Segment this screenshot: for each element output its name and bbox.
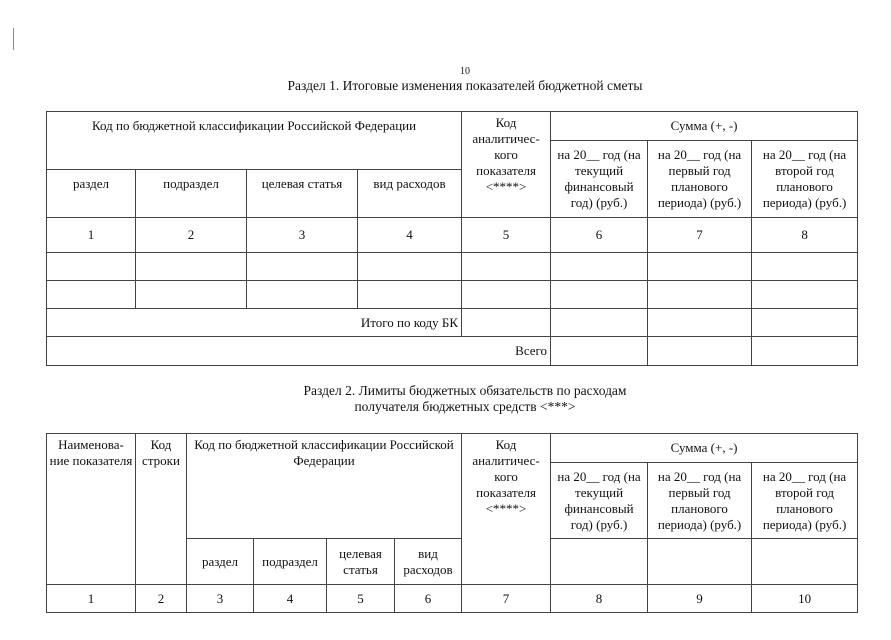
empty-data-row <box>47 253 858 281</box>
col-number: 8 <box>752 218 858 253</box>
empty-cell <box>551 309 648 337</box>
empty-cell <box>247 253 358 281</box>
sum-col-current-year: на 20__ год (на текущий финансовый год) (руб.) <box>551 141 648 218</box>
subcol-section: раздел <box>47 170 136 218</box>
empty-cell <box>358 253 462 281</box>
subcol-expense-type: вид расходов <box>358 170 462 218</box>
sum-col-second-plan-year: на 20__ год (на второй год планового периода) (руб.) <box>752 141 858 218</box>
empty-cell <box>136 253 247 281</box>
col-number: 4 <box>254 585 327 613</box>
sum-col-current-year: на 20__ год (на текущий финансовый год) (руб.) <box>551 463 648 539</box>
sum-header: Сумма (+, -) <box>551 112 858 141</box>
analytic-code-header: Код аналитичес-кого показателя <****> <box>462 434 551 585</box>
col-number: 1 <box>47 218 136 253</box>
sum-col-first-plan-year: на 20__ год (на первый год планового периода) (руб.) <box>648 463 752 539</box>
empty-cell <box>47 253 136 281</box>
analytic-code-header: Код аналитичес-кого показателя <****> <box>462 112 551 218</box>
empty-cell <box>462 281 551 309</box>
empty-cell <box>648 281 752 309</box>
col-number: 4 <box>358 218 462 253</box>
empty-cell <box>648 337 752 366</box>
empty-cell <box>752 539 858 585</box>
section2-title-line1: Раздел 2. Лимиты бюджетных обязательств по расходам <box>303 383 627 398</box>
empty-data-row <box>47 281 858 309</box>
empty-cell <box>752 337 858 366</box>
section1-table <box>46 111 858 366</box>
col-number: 7 <box>648 218 752 253</box>
empty-cell <box>648 253 752 281</box>
bk-code-header: Код по бюджетной классификации Российской Федерации <box>187 434 462 539</box>
sum-header: Сумма (+, -) <box>551 434 858 463</box>
section2-title-line2: получателя бюджетных средств <***> <box>354 399 576 414</box>
bk-code-header: Код по бюджетной классификации Российской Федерации <box>47 112 462 170</box>
page-number: 10 <box>460 66 470 77</box>
col-number: 3 <box>247 218 358 253</box>
indicator-name-header: Наименова-ние показателя <box>47 434 136 585</box>
empty-cell <box>752 253 858 281</box>
empty-cell <box>136 281 247 309</box>
col-number: 6 <box>395 585 462 613</box>
subcol-expense-type: вид расходов <box>395 539 462 585</box>
section2-title <box>0 383 891 415</box>
empty-cell <box>551 253 648 281</box>
col-number: 8 <box>551 585 648 613</box>
subcol-section: раздел <box>187 539 254 585</box>
col-number: 6 <box>551 218 648 253</box>
col-number: 5 <box>327 585 395 613</box>
grand-total-label: Всего <box>47 337 551 366</box>
subcol-subsection: подраздел <box>254 539 327 585</box>
subcol-subsection: подраздел <box>136 170 247 218</box>
col-number: 3 <box>187 585 254 613</box>
col-number: 1 <box>47 585 136 613</box>
empty-cell <box>462 253 551 281</box>
empty-cell <box>551 337 648 366</box>
empty-cell <box>551 281 648 309</box>
col-number: 7 <box>462 585 551 613</box>
col-number: 5 <box>462 218 551 253</box>
scan-margin-mark <box>13 28 14 50</box>
subcol-target-article: целевая статья <box>327 539 395 585</box>
empty-cell <box>648 309 752 337</box>
empty-cell <box>752 309 858 337</box>
row-code-header: Код строки <box>136 434 187 585</box>
empty-cell <box>247 281 358 309</box>
empty-cell <box>551 539 648 585</box>
empty-cell <box>752 281 858 309</box>
sum-col-first-plan-year: на 20__ год (на первый год планового периода) (руб.) <box>648 141 752 218</box>
section1-title: Раздел 1. Итоговые изменения показателей бюджетной сметы <box>287 78 643 93</box>
section2-table <box>46 433 858 613</box>
empty-cell <box>462 309 551 337</box>
col-number: 10 <box>752 585 858 613</box>
col-number: 9 <box>648 585 752 613</box>
sum-col-second-plan-year: на 20__ год (на второй год планового периода) (руб.) <box>752 463 858 539</box>
col-number: 2 <box>136 218 247 253</box>
empty-cell <box>47 281 136 309</box>
subcol-target-article: целевая статья <box>247 170 358 218</box>
empty-cell <box>648 539 752 585</box>
total-by-bk-label: Итого по коду БК <box>47 309 462 337</box>
empty-cell <box>358 281 462 309</box>
col-number: 2 <box>136 585 187 613</box>
